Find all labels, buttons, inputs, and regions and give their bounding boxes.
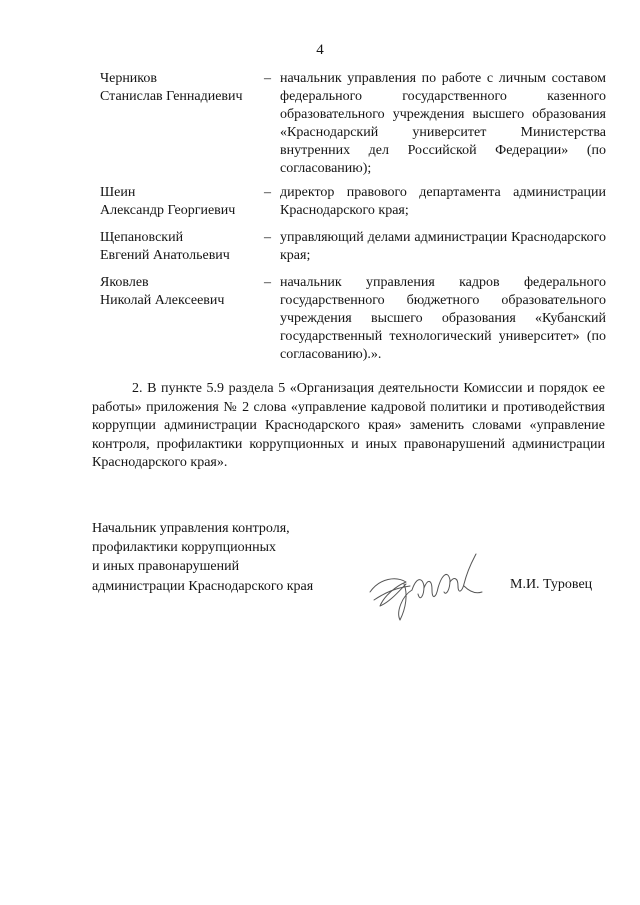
member-surname: Яковлев xyxy=(100,275,149,290)
member-position: директор правового департамента администрации Краснодарского края; xyxy=(280,185,606,218)
dash-separator: – xyxy=(264,71,271,86)
member-surname: Щепановский xyxy=(100,230,184,245)
handwritten-signature xyxy=(366,548,486,628)
member-name xyxy=(100,229,260,265)
member-surname: Черников xyxy=(100,71,157,86)
member-position: начальник управления по работе с личным составом федерального государственного казенного образовательного учреждения высшего образования «Краснодарский университет Министерства внутренних дел Российской Федерации» (по согласованию); xyxy=(280,71,606,176)
signatory-title-line: администрации Краснодарского края xyxy=(92,578,314,594)
signatory-title xyxy=(92,519,313,596)
member-name xyxy=(100,184,260,220)
signatory-title-line: и иных правонарушений xyxy=(92,559,240,575)
member-position: начальник управления кадров федерального государственного бюджетного образовательного учреждения высшего образования «Кубанский государственный технологический университет» (по согласованию).». xyxy=(280,275,606,362)
page-number: 4 xyxy=(316,42,324,58)
member-given-names: Станислав Геннадиевич xyxy=(100,89,243,104)
signatory-title-line: профилактики коррупционных xyxy=(92,540,277,556)
member-name xyxy=(100,274,260,310)
member-given-names: Николай Алексеевич xyxy=(100,293,225,308)
member-name xyxy=(100,70,260,106)
member-given-names: Александр Георгиевич xyxy=(100,203,236,218)
member-position: управляющий делами администрации Краснодарского края; xyxy=(280,230,606,263)
member-given-names: Евгений Анатольевич xyxy=(100,248,230,263)
paragraph-2: 2. В пункте 5.9 раздела 5 «Организация деятельности Комиссии и порядок ее работы» приложения № 2 слова «управление кадровой политики и противодействия коррупции администрации Краснодарского края» заменить словами «управление контроля, профилактики коррупционных и иных правонарушений администрации Краснодарского края». xyxy=(92,381,605,470)
signatory-name: М.И. Туровец xyxy=(510,577,593,592)
dash-separator: – xyxy=(264,275,271,290)
member-surname: Шеин xyxy=(100,185,136,200)
dash-separator: – xyxy=(264,230,271,245)
signatory-title-line: Начальник управления контроля, xyxy=(92,521,290,536)
dash-separator: – xyxy=(264,185,271,200)
